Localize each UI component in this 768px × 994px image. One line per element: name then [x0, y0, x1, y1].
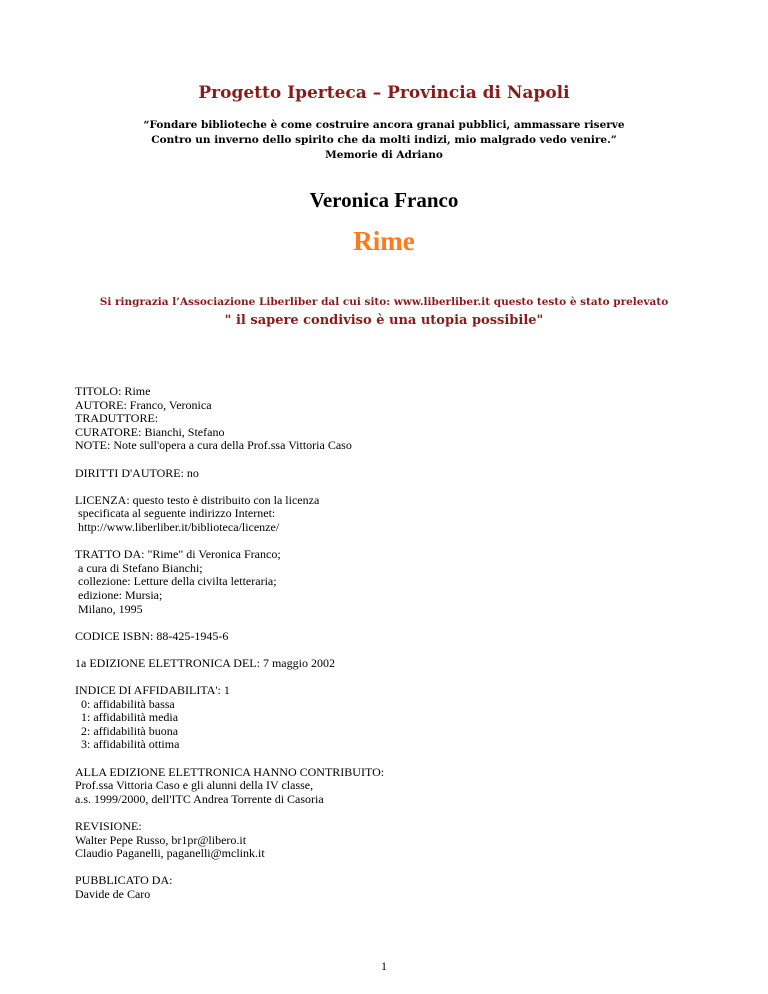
motto-line: " il sapere condiviso è una utopia possibile": [224, 313, 544, 328]
metadata-line: AUTORE: Franco, Veronica: [75, 397, 212, 412]
metadata-spacer: [75, 480, 695, 494]
metadata-line: edizione: Mursia;: [75, 587, 163, 602]
metadata-spacer: [75, 535, 695, 549]
metadata-line: PUBBLICATO DA:: [75, 873, 173, 888]
metadata-spacer: [75, 806, 695, 820]
metadata-line: Walter Pepe Russo, br1pr@libero.it: [75, 832, 247, 847]
metadata-line: TITOLO: Rime: [75, 384, 151, 398]
quote-line: Contro un inverno dello spirito che da molti indizi, mio malgrado vedo venire.”: [151, 134, 617, 146]
metadata-line: http://www.liberliber.it/biblioteca/licenze/: [75, 519, 280, 534]
metadata-line: LICENZA: questo testo è distribuito con la licenza: [75, 492, 320, 507]
metadata-line: TRATTO DA: "Rime" di Veronica Franco;: [75, 547, 281, 562]
metadata-line: REVISIONE:: [75, 819, 142, 833]
metadata-line: CURATORE: Bianchi, Stefano: [75, 424, 225, 439]
metadata-spacer: [75, 453, 695, 467]
metadata-line: 2: affidabilità buona: [75, 723, 179, 738]
epigraph-quote: [0, 118, 768, 163]
metadata-spacer: [75, 752, 695, 766]
metadata-line: DIRITTI D'AUTORE: no: [75, 465, 199, 480]
acknowledgement-line: Si ringrazia l’Associazione Liberliber dal cui sito: www.liberliber.it questo testo è stato prelevato: [99, 296, 669, 308]
page-number: 1: [381, 959, 387, 973]
metadata-line: 1a EDIZIONE ELETTRONICA DEL: 7 maggio 2002: [75, 655, 335, 670]
metadata-line: 0: affidabilità bassa: [75, 696, 175, 711]
metadata-line: specificata al seguente indirizzo Internet:: [75, 506, 276, 521]
quote-line: “Fondare biblioteche è come costruire ancora granai pubblici, ammassare riserve: [143, 119, 625, 131]
metadata-line: TRADUTTORE:: [75, 411, 159, 426]
metadata-line: INDICE DI AFFIDABILITA': 1: [75, 683, 230, 698]
metadata-line: NOTE: Note sull'opera a cura della Prof.ssa Vittoria Caso: [75, 438, 352, 453]
metadata-spacer: [75, 616, 695, 630]
work-title: Rime: [353, 226, 415, 256]
metadata-line: 3: affidabilità ottima: [75, 737, 180, 752]
metadata-line: 1: affidabilità media: [75, 710, 179, 725]
metadata-spacer: [75, 670, 695, 684]
metadata-line: ALLA EDIZIONE ELETTRONICA HANNO CONTRIBUITO:: [75, 764, 385, 779]
metadata-line: CODICE ISBN: 88-425-1945-6: [75, 628, 229, 643]
author-name: Veronica Franco: [309, 188, 459, 212]
metadata-line: a cura di Stefano Bianchi;: [75, 560, 203, 575]
project-title: Progetto Iperteca – Provincia di Napoli: [198, 83, 570, 103]
metadata-spacer: [75, 643, 695, 657]
metadata-line: Milano, 1995: [75, 601, 143, 616]
metadata-line: collezione: Letture della civilta letteraria;: [75, 574, 277, 589]
metadata-line: Prof.ssa Vittoria Caso e gli alunni della IV classe,: [75, 778, 314, 793]
metadata-spacer: [75, 861, 695, 875]
metadata-line: Claudio Paganelli, paganelli@mclink.it: [75, 846, 265, 861]
metadata-block: [75, 385, 695, 902]
metadata-line: a.s. 1999/2000, dell'ITC Andrea Torrente di Casoria: [75, 791, 324, 806]
quote-source: Memorie di Adriano: [325, 149, 443, 161]
metadata-line: Davide de Caro: [75, 886, 151, 901]
